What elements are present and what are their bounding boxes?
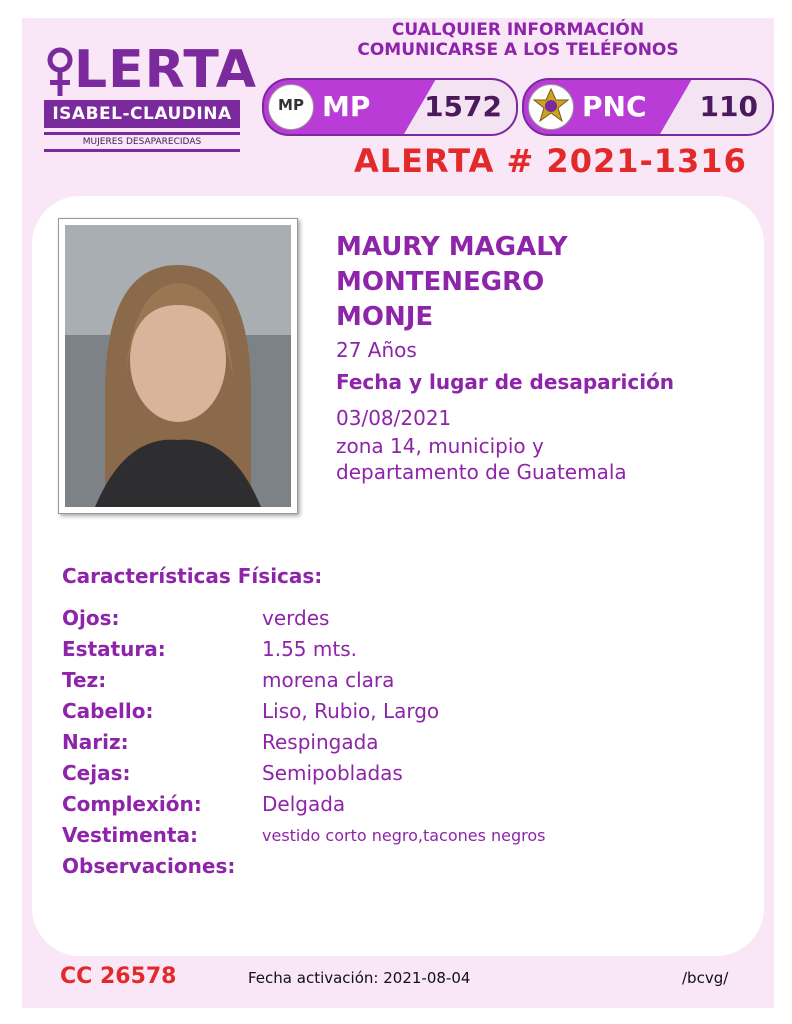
disappearance-label: Fecha y lugar de desaparición: [336, 370, 675, 394]
mp-number: 1572: [424, 90, 502, 123]
contact-title-line2: COMUNICARSE A LOS TELÉFONOS: [357, 40, 679, 60]
name-line1: MAURY MAGALY: [336, 232, 568, 262]
row-value: vestido corto negro,tacones negros: [262, 826, 546, 845]
row-label: Nariz:: [62, 730, 129, 754]
alert-poster: [22, 18, 774, 1008]
footer-code: /bcvg/: [682, 969, 729, 987]
physical-row: [62, 606, 752, 636]
pnc-number: 110: [699, 90, 758, 123]
row-label: Tez:: [62, 668, 107, 692]
person-photo-frame: [58, 218, 298, 514]
logo-word: LERTA: [74, 40, 258, 100]
physical-row: [62, 637, 752, 667]
person-age: 27 Años: [336, 338, 417, 362]
person-name: [336, 230, 756, 335]
physical-row: [62, 668, 752, 698]
pnc-label: PNC: [582, 90, 647, 123]
row-value: verdes: [262, 606, 330, 630]
contact-title: [302, 20, 734, 60]
row-label: Estatura:: [62, 637, 166, 661]
logo-tagline: MUJERES DESAPARECIDAS: [44, 132, 240, 152]
disappearance-date: 03/08/2021: [336, 406, 452, 430]
physical-row: [62, 792, 752, 822]
name-line2: MONTENEGRO: [336, 267, 545, 297]
row-label: Vestimenta:: [62, 823, 198, 847]
row-label: Cejas:: [62, 761, 131, 785]
mp-label: MP: [322, 90, 371, 123]
logo-subtitle: ISABEL-CLAUDINA: [44, 100, 240, 128]
person-photo: [65, 225, 291, 507]
pnc-badge-icon: [528, 84, 574, 130]
physical-characteristics-title: Características Físicas:: [62, 564, 323, 588]
row-label: Complexión:: [62, 792, 202, 816]
row-value: Delgada: [262, 792, 346, 816]
row-value: morena clara: [262, 668, 395, 692]
row-label: Cabello:: [62, 699, 154, 723]
physical-row: [62, 699, 752, 729]
alerta-logo: [44, 40, 258, 160]
activation-date: Fecha activación: 2021-08-04: [248, 969, 471, 987]
case-code: CC 26578: [60, 964, 177, 989]
physical-row: [62, 854, 752, 884]
name-line3: MONJE: [336, 302, 434, 332]
disappearance-place-line1: zona 14, municipio y: [336, 434, 544, 458]
disappearance-place-line2: departamento de Guatemala: [336, 460, 627, 484]
alert-number: ALERTA # 2021-1316: [354, 142, 747, 180]
physical-row: [62, 761, 752, 791]
physical-row: [62, 730, 752, 760]
contact-title-line1: CUALQUIER INFORMACIÓN: [391, 20, 645, 40]
row-label: Ojos:: [62, 606, 120, 630]
mp-phone-pill: [262, 78, 518, 136]
row-value: 1.55 mts.: [262, 637, 357, 661]
row-value: Respingada: [262, 730, 379, 754]
person-card: [32, 196, 764, 956]
row-value: Liso, Rubio, Largo: [262, 699, 440, 723]
physical-row: [62, 823, 752, 853]
mp-logo-icon: MP: [268, 84, 314, 130]
row-label: Observaciones:: [62, 854, 236, 878]
row-value: Semipobladas: [262, 761, 403, 785]
pnc-phone-pill: [522, 78, 774, 136]
